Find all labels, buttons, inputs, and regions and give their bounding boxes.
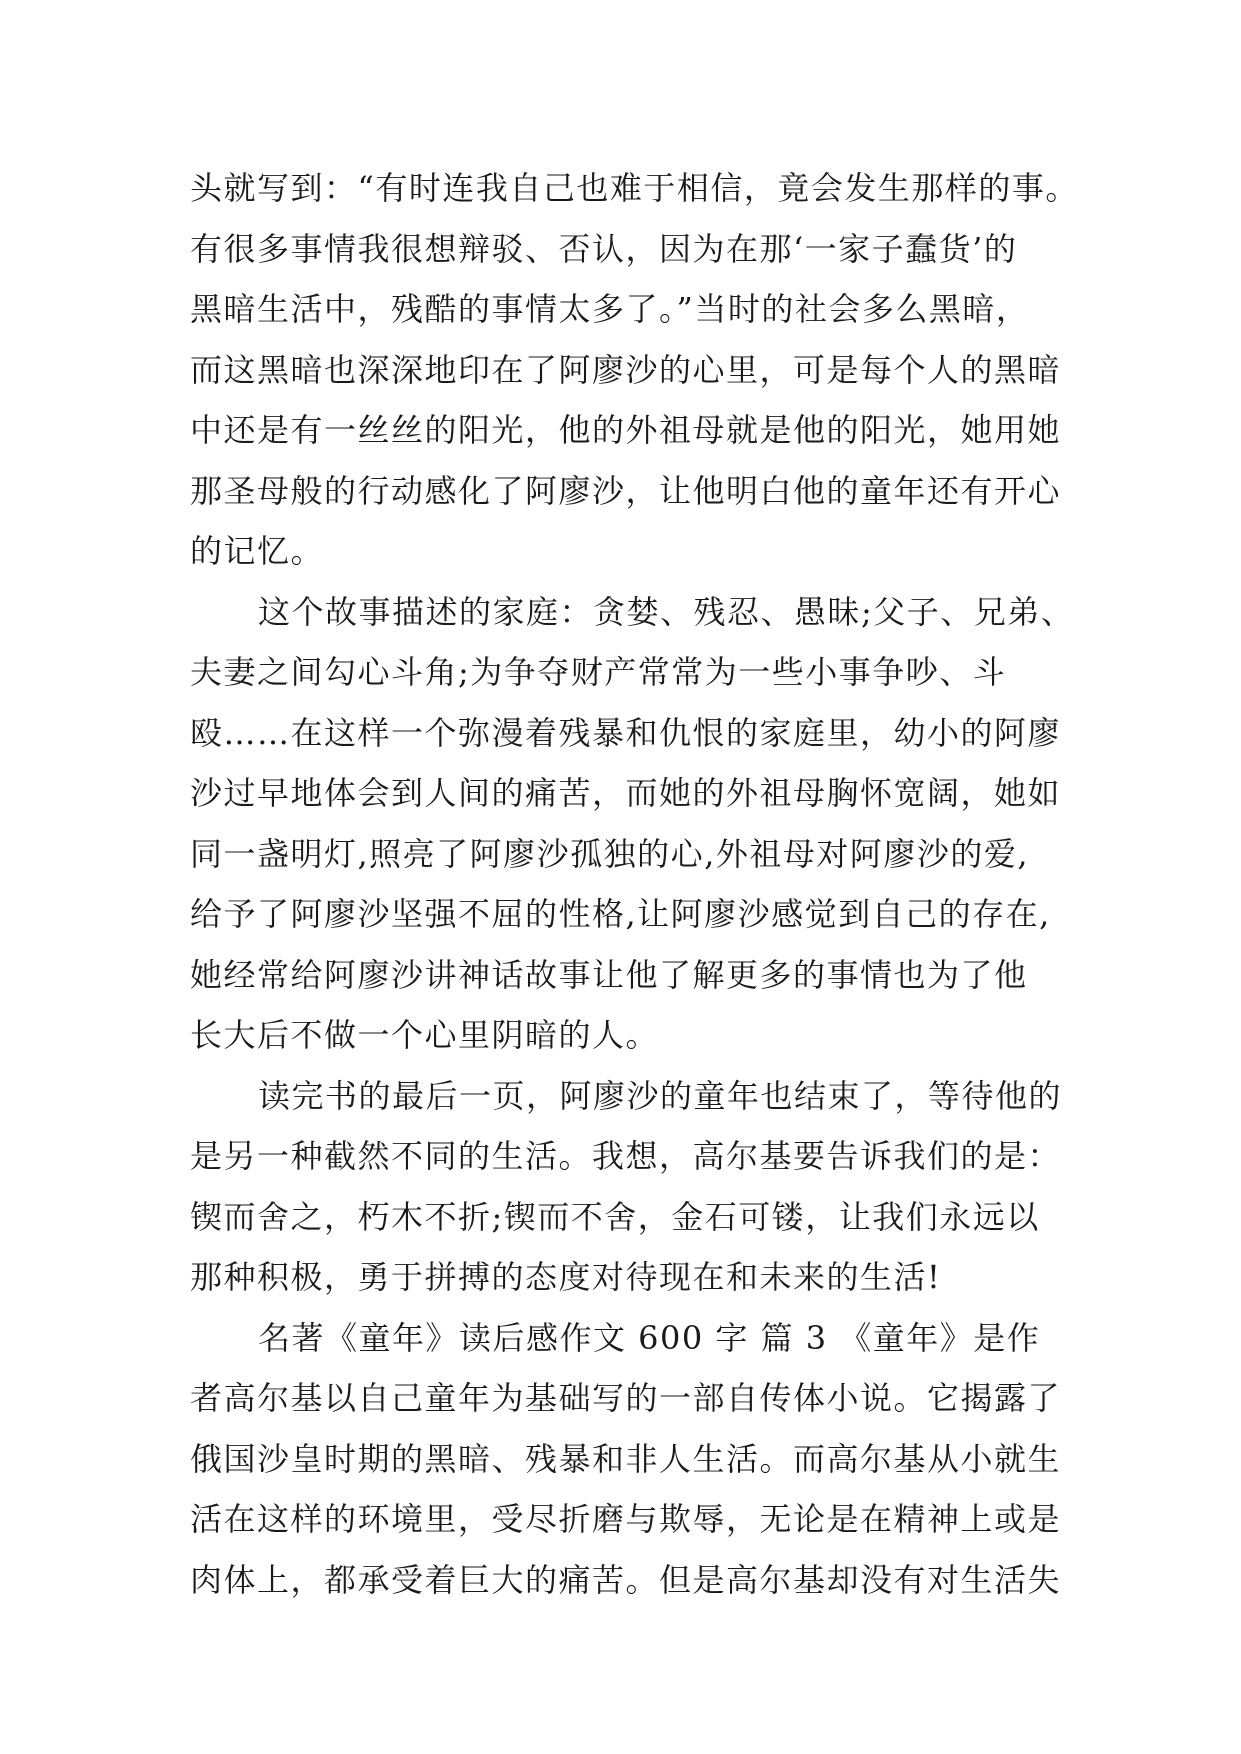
text-line: 肉体上，都承受着巨大的痛苦。但是高尔基却没有对生活失	[190, 1560, 1062, 1599]
text-line: 有很多事情我很想辩驳、否认，因为在那‘一家子蠢货’的	[190, 229, 1018, 268]
text-line: 夫妻之间勾心斗角;为争夺财产常常为一些小事争吵、斗	[190, 653, 1007, 691]
text-line: 活在这样的环境里，受尽折磨与欺辱，无论是在精神上或是	[190, 1500, 1062, 1538]
text-line: 给予了阿廖沙坚强不屈的性格,让阿廖沙感觉到自己的存在,	[190, 895, 1051, 933]
text-line: 是另一种截然不同的生活。我想，高尔基要告诉我们的是：	[190, 1137, 1062, 1175]
text-line: 那圣母般的行动感化了阿廖沙，让他明白他的童年还有开心	[190, 471, 1062, 510]
text-line: 头就写到：“有时连我自己也难于相信，竟会发生那样的事。	[190, 169, 1079, 207]
text-line: 那种积极，勇于拼搏的态度对待现在和未来的生活!	[190, 1258, 942, 1296]
text-line: 的记忆。	[190, 532, 325, 570]
text-line: 中还是有一丝丝的阳光，他的外祖母就是他的阳光，她用她	[190, 411, 1062, 449]
section-heading-line: 名著《童年》读后感作文 600 字 篇 3 《童年》是作	[258, 1318, 1041, 1357]
text-line: 锲而舍之，朽木不折;锲而不舍，金石可镂，让我们永远以	[190, 1197, 1040, 1236]
text-line: 沙过早地体会到人间的痛苦，而她的外祖母胸怀宽阔，她如	[190, 774, 1062, 812]
text-line: 俄国沙皇时期的黑暗、残暴和非人生活。而高尔基从小就生	[190, 1439, 1062, 1478]
text-line: 黑暗生活中，残酷的事情太多了。”当时的社会多么黑暗，	[190, 290, 1030, 328]
text-line: 殴……在这样一个弥漫着残暴和仇恨的家庭里，幼小的阿廖	[190, 713, 1062, 752]
paragraph-first-line: 读完书的最后一页，阿廖沙的童年也结束了，等待他的	[258, 1076, 1063, 1115]
text-line: 者高尔基以自己童年为基础写的一部自传体小说。它揭露了	[190, 1379, 1062, 1417]
text-line: 而这黑暗也深深地印在了阿廖沙的心里，可是每个人的黑暗	[190, 350, 1062, 389]
text-line: 长大后不做一个心里阴暗的人。	[190, 1016, 660, 1054]
essay-body	[190, 158, 1079, 1610]
text-line: 她经常给阿廖沙讲神话故事让他了解更多的事情也为了他	[190, 955, 1028, 994]
paragraph-first-line: 这个故事描述的家庭：贪婪、残忍、愚昧;父子、兄弟、	[258, 592, 1075, 631]
text-line: 同一盏明灯,照亮了阿廖沙孤独的心,外祖母对阿廖沙的爱,	[190, 834, 1030, 873]
